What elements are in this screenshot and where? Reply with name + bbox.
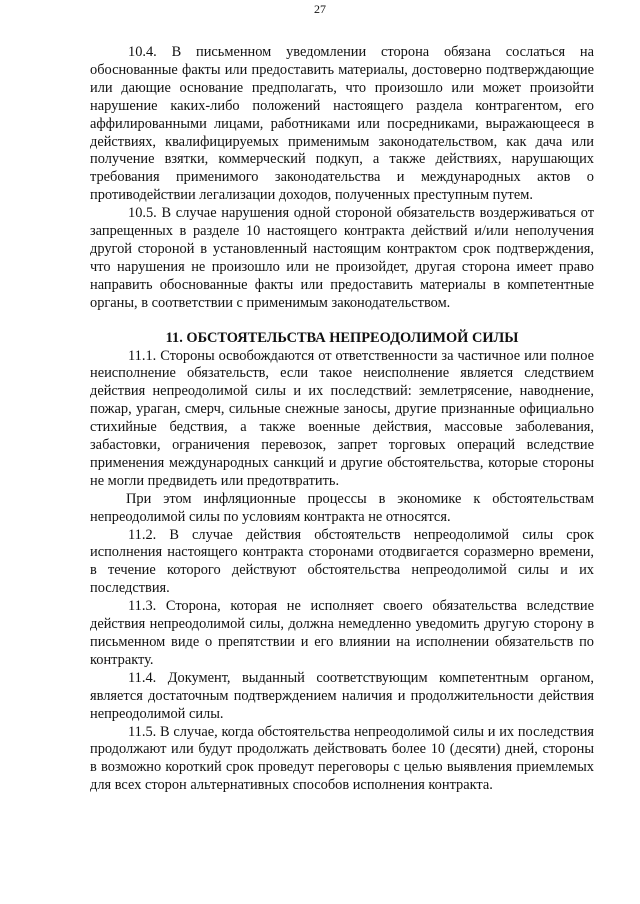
paragraph-10-5: 10.5. В случае нарушения одной стороной обязательств воздерживаться от запрещенных в разделе 10 настоящего контракта действий и/или неполучения другой стороной в установленный настоящим контрактом срок подтверждения, что нарушения не произошло или не произойдет, другая сторона имеет право направить обоснованные факты или предоставить материалы в компетентные органы, в соответствии с применимым законодательством. — [90, 205, 594, 311]
paragraph-11-5: 11.5. В случае, когда обстоятельства непреодолимой силы и их последствия продолжают или будут продолжать действовать более 10 (десяти) дней, стороны в возможно короткий срок проведут переговоры с целью выявления приемлемых для всех сторон альтернативных способов исполнения контракта. — [90, 723, 594, 794]
paragraph-11-3: 11.3. Сторона, которая не исполняет своего обязательства вследствие действия непреодолимой силы, должна немедленно уведомить другую сторону в письменном виде о препятствии и его влиянии на исполнении обязательств по контракту. — [90, 598, 594, 668]
paragraph-11-2: 11.2. В случае действия обстоятельств непреодолимой силы срок исполнения настоящего контракта сторонами отодвигается соразмерно времени, в течение которого действуют обстоятельства непреодолимой силы и их последствия. — [90, 526, 594, 597]
paragraph-inflation-note: При этом инфляционные процессы в экономике к обстоятельствам непреодолимой силы по условиям контракта не относятся. — [90, 490, 594, 525]
paragraph-11-1: 11.1. Стороны освобождаются от ответственности за частичное или полное неисполнение обязательств, если такое неисполнение является следствием действия непреодолимой силы и их последствий: землетрясение, наводнение, пожар, ураган, смерч, сильные снежные заносы, другие признанные официально стихийные бедствия, а также военные действия, массовые заболевания, забастовки, ограничения перевозок, запрет торговых операций вследствие применения международных санкций и другие обстоятельства, которые стороны не могли предвидеть или предотвратить. — [90, 347, 594, 489]
document-body — [90, 44, 594, 795]
section-heading: 11. ОБСТОЯТЕЛЬСТВА НЕПРЕОДОЛИМОЙ СИЛЫ — [165, 329, 519, 346]
paragraph-10-4: 10.4. В письменном уведомлении сторона обязана сослаться на обоснованные факты или предоставить материалы, достоверно подтверждающие или дающие основание предполагать, что произошло или может произойти нарушение каких-либо положений настоящего раздела контрагентом, его аффилированными лицами, работниками или посредниками, выражающееся в действиях, квалифицируемых применимым законодательством, как дача или получение взятки, коммерческий подкуп, а также действиях, нарушающих требования применимого законодательства и международных актов о противодействии легализации доходов, полученных преступным путем. — [90, 44, 594, 204]
paragraph-11-4: 11.4. Документ, выданный соответствующим компетентным органом, является достаточным подтверждением наличия и продолжительности действия непреодолимой силы. — [90, 669, 594, 722]
page-number: 27 — [314, 2, 326, 16]
